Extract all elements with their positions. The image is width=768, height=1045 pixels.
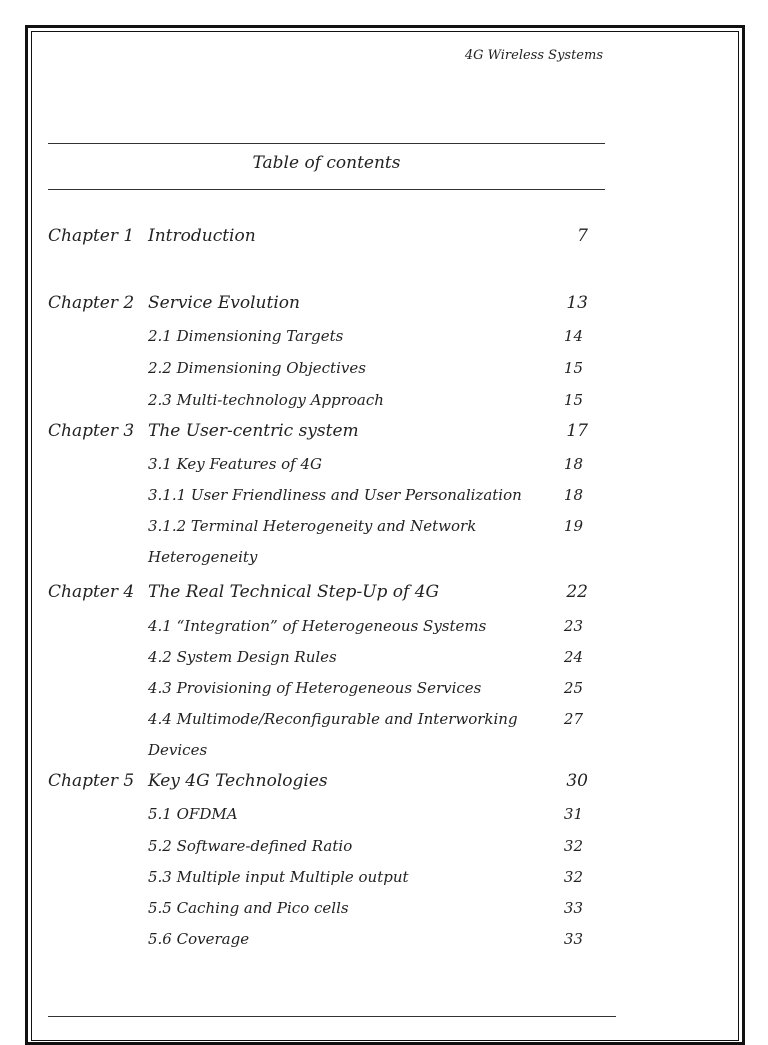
toc-entry-title: The User-centric system: [148, 421, 359, 441]
toc-entry-title: Introduction: [148, 226, 256, 246]
toc-section-row: [48, 548, 588, 574]
toc-section-row: [48, 391, 588, 417]
toc-page-number: 13: [566, 293, 588, 313]
toc-section-row: [48, 327, 588, 353]
toc-page-number: 7: [577, 226, 588, 246]
toc-chapter-number: Chapter 5: [48, 771, 135, 791]
toc-section-row: [48, 837, 588, 863]
toc-chapter-row: [48, 582, 588, 608]
toc-entry-title: 3.1 Key Features of 4G: [148, 455, 323, 473]
toc-section-row: [48, 359, 588, 385]
toc-page-number: 19: [563, 517, 583, 535]
toc-section-row: [48, 741, 588, 767]
toc-entry-title: Devices: [148, 741, 208, 759]
toc-entry-title: 2.1 Dimensioning Targets: [148, 327, 344, 345]
toc-entry-title: 3.1.2 Terminal Heterogeneity and Network: [148, 517, 477, 535]
toc-chapter-row: [48, 771, 588, 797]
toc-section-row: [48, 710, 588, 736]
toc-title: Table of contents: [252, 153, 401, 173]
toc-entry-title: 4.3 Provisioning of Heterogeneous Services: [148, 679, 482, 697]
running-header: 4G Wireless Systems: [464, 48, 603, 63]
toc-page-number: 14: [563, 327, 583, 345]
toc-page-number: 23: [563, 617, 583, 635]
toc-page-number: 18: [563, 455, 583, 473]
toc-section-row: [48, 805, 588, 831]
toc-entry-title: The Real Technical Step-Up of 4G: [148, 582, 440, 602]
toc-entry-title: Heterogeneity: [148, 548, 258, 566]
toc-chapter-number: Chapter 1: [48, 226, 135, 246]
toc-page-number: 17: [566, 421, 588, 441]
toc-chapter-number: Chapter 3: [48, 421, 135, 441]
toc-section-row: [48, 617, 588, 643]
toc-section-row: [48, 517, 588, 543]
toc-chapter-number: Chapter 4: [48, 582, 135, 602]
toc-entry-title: 2.2 Dimensioning Objectives: [148, 359, 366, 377]
toc-entry-title: 4.2 System Design Rules: [148, 648, 337, 666]
toc-section-row: [48, 455, 588, 481]
toc-section-row: [48, 930, 588, 956]
toc-chapter-row: [48, 293, 588, 319]
toc-entry-title: Key 4G Technologies: [148, 771, 328, 791]
toc-page-number: 18: [563, 486, 583, 504]
toc-entry-title: 5.3 Multiple input Multiple output: [148, 868, 409, 886]
toc-chapter-row: [48, 226, 588, 252]
toc-entry-title: 5.6 Coverage: [148, 930, 250, 948]
toc-page-number: 32: [563, 868, 583, 886]
toc-rule-bottom: [48, 189, 605, 190]
toc-page-number: 24: [563, 648, 583, 666]
toc-entry-title: 4.1 “Integration” of Heterogeneous Systems: [148, 617, 487, 635]
toc-page-number: 27: [563, 710, 583, 728]
toc-entry-title: 3.1.1 User Friendliness and User Personalization: [148, 486, 522, 504]
toc-entry-title: Service Evolution: [148, 293, 300, 313]
toc-entry-title: 2.3 Multi-technology Approach: [148, 391, 384, 409]
toc-entry-title: 5.1 OFDMA: [148, 805, 238, 823]
toc-section-row: [48, 648, 588, 674]
toc-rule-top: [48, 143, 605, 144]
toc-page-number: 30: [566, 771, 588, 791]
toc-page-number: 32: [563, 837, 583, 855]
toc-section-row: [48, 868, 588, 894]
toc-page-number: 15: [563, 359, 583, 377]
toc-chapter-number: Chapter 2: [48, 293, 135, 313]
toc-section-row: [48, 899, 588, 925]
footer-rule: [48, 1016, 616, 1017]
toc-entry-title: 5.5 Caching and Pico cells: [148, 899, 349, 917]
toc-section-row: [48, 679, 588, 705]
toc-page-number: 33: [563, 930, 583, 948]
toc-section-row: [48, 486, 588, 512]
toc-page-number: 22: [566, 582, 588, 602]
toc-page-number: 33: [563, 899, 583, 917]
toc-page-number: 15: [563, 391, 583, 409]
toc-page-number: 31: [563, 805, 583, 823]
toc-chapter-row: [48, 421, 588, 447]
toc-page-number: 25: [563, 679, 583, 697]
toc-entry-title: 5.2 Software-defined Ratio: [148, 837, 353, 855]
toc-entry-title: 4.4 Multimode/Reconfigurable and Interworking: [148, 710, 518, 728]
